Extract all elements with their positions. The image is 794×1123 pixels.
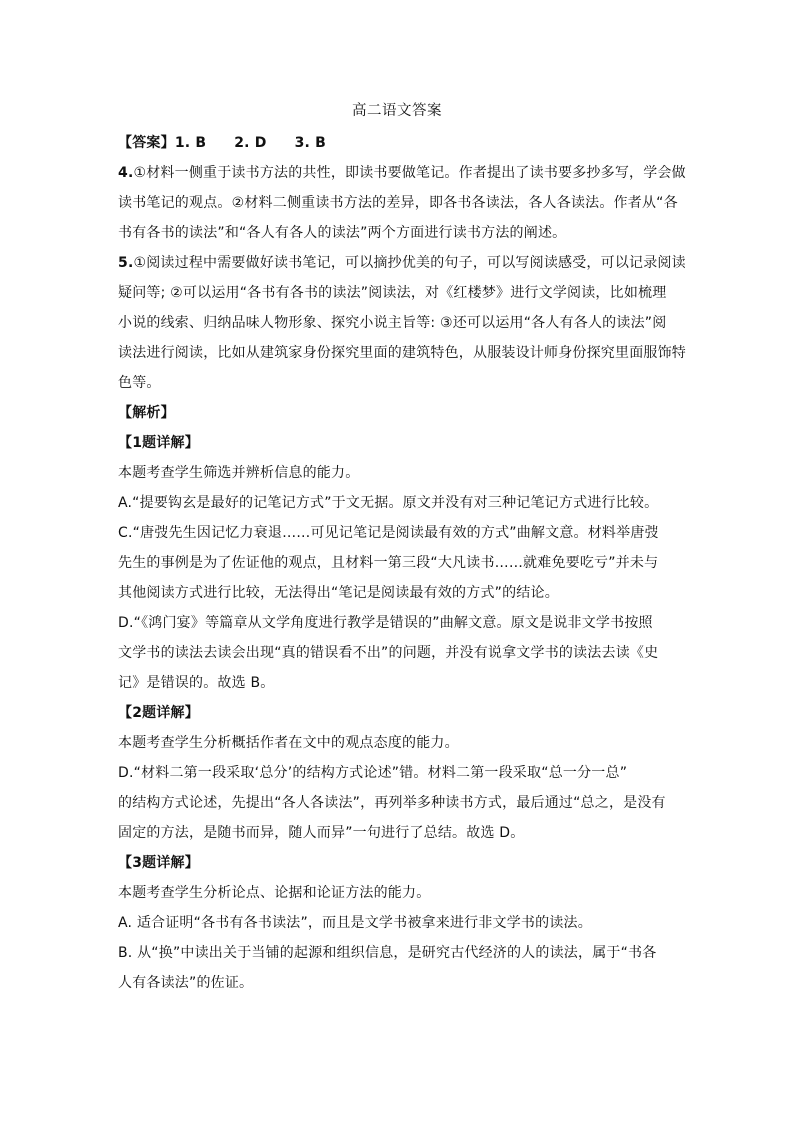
q2-detail-line-2: D.“材料二第一段采取‘总分’的结构方式论述”错。材料二第一段采取“总一分一总”	[118, 765, 628, 781]
q4-line-1: 4.①材料一侧重于读书方法的共性，即读书要做笔记。作者提出了读书要多抄多写，学会做	[118, 165, 686, 181]
answer-item-2: 2. D	[234, 135, 267, 151]
q4-line-2: 读书笔记的观点。②材料二侧重读书方法的差异，即各书各读法，各人各读法。作者从“各	[118, 195, 678, 211]
q3-detail-line-1: 本题考查学生分析论点、论据和论证方法的能力。	[118, 885, 431, 901]
question-2-detail	[118, 698, 676, 848]
q1-detail-line-4: 先生的事例是为了佐证他的观点，且材料一第三段“大凡读书……就难免要吃亏”并未与	[118, 555, 659, 571]
q3-detail-line-3: B. 从“换”中读出关于当铺的起源和组织信息，是研究古代经济的人的读法，属于“书各	[118, 945, 657, 961]
answer-item-3: 3. B	[294, 135, 326, 151]
q5-line-5: 色等。	[118, 375, 161, 391]
q5-line-4: 读法进行阅读，比如从建筑家身份探究里面的建筑特色，从服装设计师身份探究里面服饰特	[118, 345, 686, 361]
q5-line-2: 疑问等; ②可以运用“各书有各书的读法”阅读法，对《红楼梦》进行文学阅读，比如梳理	[118, 285, 667, 301]
answer-item-1: 1. B	[174, 135, 207, 151]
q1-detail-line-2: A.“提要钩玄是最好的记笔记方式”于文无据。原文并没有对三种记笔记方式进行比较。	[118, 495, 659, 511]
q2-detail-line-1: 本题考查学生分析概括作者在文中的观点态度的能力。	[118, 735, 459, 751]
q3-detail-line-2: A. 适合证明“各书有各书读法”，而且是文学书被拿来进行非文学书的读法。	[118, 915, 592, 931]
question-3-detail	[118, 848, 676, 998]
question-5-answer	[118, 248, 686, 398]
q1-detail-line-6: D.“《鸿门宴》等篇章从文学角度进行教学是错误的”曲解文意。原文是说非文学书按照	[118, 615, 653, 631]
q1-detail-label: 【1题详解】	[118, 435, 199, 451]
question-1-detail	[118, 428, 676, 698]
q1-detail-line-3: C.“唐弢先生因记忆力衰退……可见记笔记是阅读最有效的方式”曲解文意。材料举唐弢	[118, 525, 659, 541]
q1-detail-line-8: 记》是错误的。故选 B。	[118, 675, 275, 691]
q1-detail-line-1: 本题考查学生筛选并辨析信息的能力。	[118, 465, 360, 481]
q5-number: 5.	[118, 255, 134, 271]
q2-detail-line-3: 的结构方式论述，先提出“各人各读法”，再列举多种读书方式，最后通过“总之，是没有	[118, 795, 666, 811]
question-4-answer	[118, 158, 686, 248]
answer-label: 【答案】	[118, 135, 175, 151]
q3-detail-line-4: 人有各读法”的佐证。	[118, 975, 254, 991]
q4-line-3: 书有各书的读法”和“各人有各人的读法”两个方面进行读书方法的阐述。	[118, 225, 567, 241]
q5-line-3: 小说的线索、归纳品味人物形象、探究小说主旨等: ③还可以运用“各人有各人的读法”阅	[118, 315, 667, 331]
q1-detail-line-5: 其他阅读方式进行比较，无法得出“笔记是阅读最有效的方式”的结论。	[118, 585, 559, 601]
q2-detail-label: 【2题详解】	[118, 705, 199, 721]
answer-line	[118, 128, 676, 158]
analysis-label: 【解析】	[118, 405, 175, 421]
q2-detail-line-4: 固定的方法，是随书而异，随人而异”一句进行了总结。故选 D。	[118, 825, 525, 841]
page-title: 高二语文答案	[352, 103, 442, 119]
q5-line-1: 5.①阅读过程中需要做好读书笔记，可以摘抄优美的句子，可以写阅读感受，可以记录阅读	[118, 255, 686, 271]
q4-number: 4.	[118, 165, 134, 181]
q3-detail-label: 【3题详解】	[118, 855, 199, 871]
q1-detail-line-7: 文学书的读法去读会出现“真的错误看不出”的问题，并没有说拿文学书的读法去读《史	[118, 645, 659, 661]
